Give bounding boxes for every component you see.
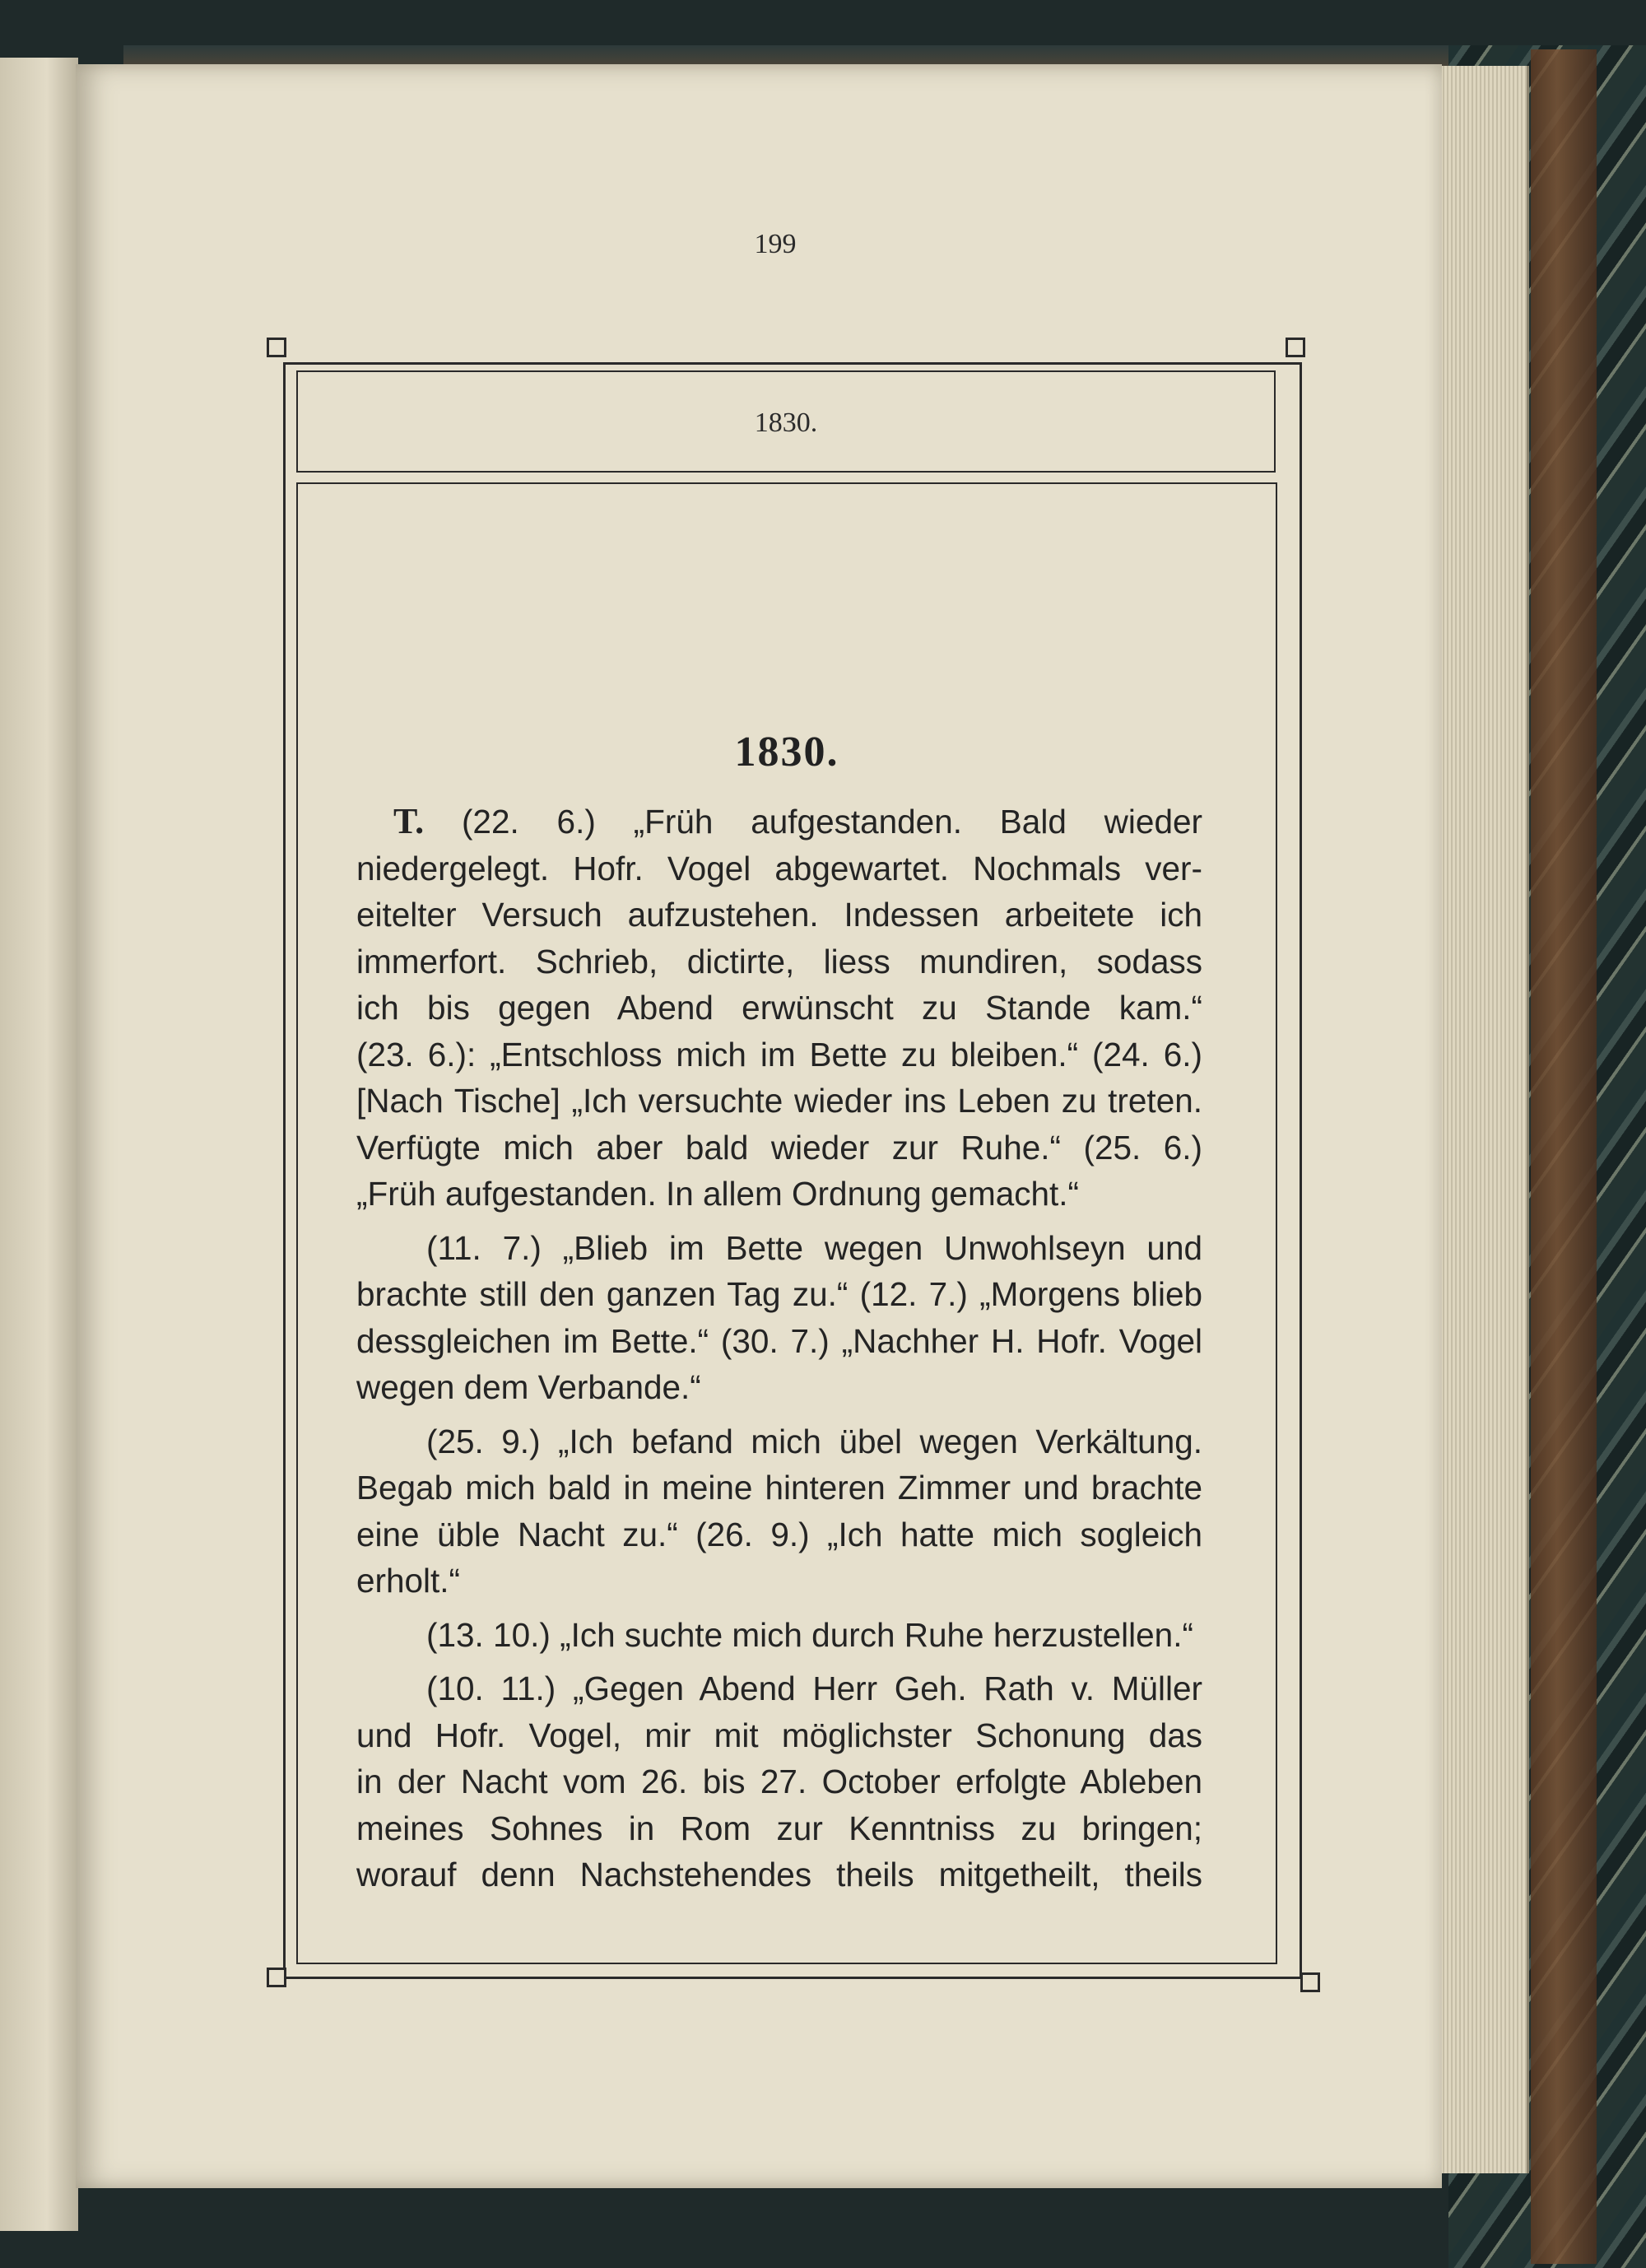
frame-corner-bottom-left — [267, 1968, 286, 1987]
text-line: (23. 6.): „Entschloss mich im Bette zu bleiben.“ (24. 6.) — [356, 1035, 1202, 1073]
text-line: Begab mich bald in meine hinteren Zimmer und brachte — [356, 1469, 1202, 1507]
page-block-edge — [1436, 66, 1529, 2173]
text-line: eitelter Versuch aufzustehen. Indessen arbeitete ich — [356, 896, 1202, 934]
chapter-heading: 1830. — [734, 729, 839, 775]
text-line: Verfügte mich aber bald wieder zur Ruhe.“ (25. 6.) — [356, 1128, 1202, 1167]
text-line-content: (22. 6.) „Früh aufgestanden. Bald wieder — [461, 803, 1202, 841]
paragraph-2 — [356, 1225, 1202, 1411]
leather-spine — [1531, 49, 1597, 2264]
frame-corner-top-right — [1286, 338, 1305, 357]
facing-page-edge — [0, 58, 78, 2231]
text-line: [Nach Tische] „Ich versuchte wieder ins Leben zu treten. — [356, 1082, 1202, 1120]
body-text — [356, 799, 1202, 1898]
running-header-box — [296, 370, 1276, 473]
text-line: meines Sohnes in Rom zur Kenntniss zu bringen; — [356, 1809, 1202, 1847]
text-line: immerfort. Schrieb, dictirte, liess mundiren, sodass — [356, 942, 1202, 980]
text-line: ich bis gegen Abend erwünscht zu Stande kam.“ — [356, 989, 1202, 1027]
text-line: in der Nacht vom 26. bis 27. October erfolgte Ableben — [356, 1763, 1202, 1800]
text-line: brachte still den ganzen Tag zu.“ (12. 7.) „Morgens blieb — [356, 1275, 1202, 1313]
text-line: wegen dem Verbande.“ — [356, 1368, 701, 1406]
frame-corner-bottom-right — [1300, 1972, 1320, 1992]
text-line: (13. 10.) „Ich suchte mich durch Ruhe herzustellen.“ — [426, 1615, 1193, 1654]
text-line: erholt.“ — [356, 1562, 461, 1600]
text-line: (10. 11.) „Gegen Abend Herr Geh. Rath v. Müller — [426, 1670, 1202, 1707]
speaker-marker: T. — [393, 801, 425, 841]
text-line: niedergelegt. Hofr. Vogel abgewartet. Nochmals ver- — [356, 849, 1202, 887]
running-header-year: 1830. — [754, 407, 818, 438]
text-line: und Hofr. Vogel, mir mit möglichster Schonung das — [356, 1716, 1202, 1754]
text-line: (11. 7.) „Blieb im Bette wegen Unwohlseyn und — [426, 1228, 1202, 1267]
frame-corner-top-left — [267, 338, 286, 357]
text-line: (25. 9.) „Ich befand mich übel wegen Verkältung. — [426, 1422, 1202, 1460]
paragraph-3 — [356, 1418, 1202, 1604]
paragraph-1 — [356, 799, 1202, 1218]
paragraph-5 — [356, 1665, 1202, 1898]
text-line: dessgleichen im Bette.“ (30. 7.) „Nachher H. Hofr. Vogel — [356, 1321, 1202, 1360]
paragraph-4 — [356, 1612, 1202, 1659]
text-line — [356, 799, 1202, 845]
book-page — [76, 64, 1442, 2188]
text-line: „Früh aufgestanden. In allem Ordnung gemacht.“ — [356, 1175, 1079, 1213]
page-number: 199 — [754, 229, 797, 259]
text-line: worauf denn Nachstehendes theils mitgetheilt, theils — [356, 1856, 1202, 1893]
text-line: eine üble Nacht zu.“ (26. 9.) „Ich hatte mich sogleich — [356, 1515, 1202, 1553]
